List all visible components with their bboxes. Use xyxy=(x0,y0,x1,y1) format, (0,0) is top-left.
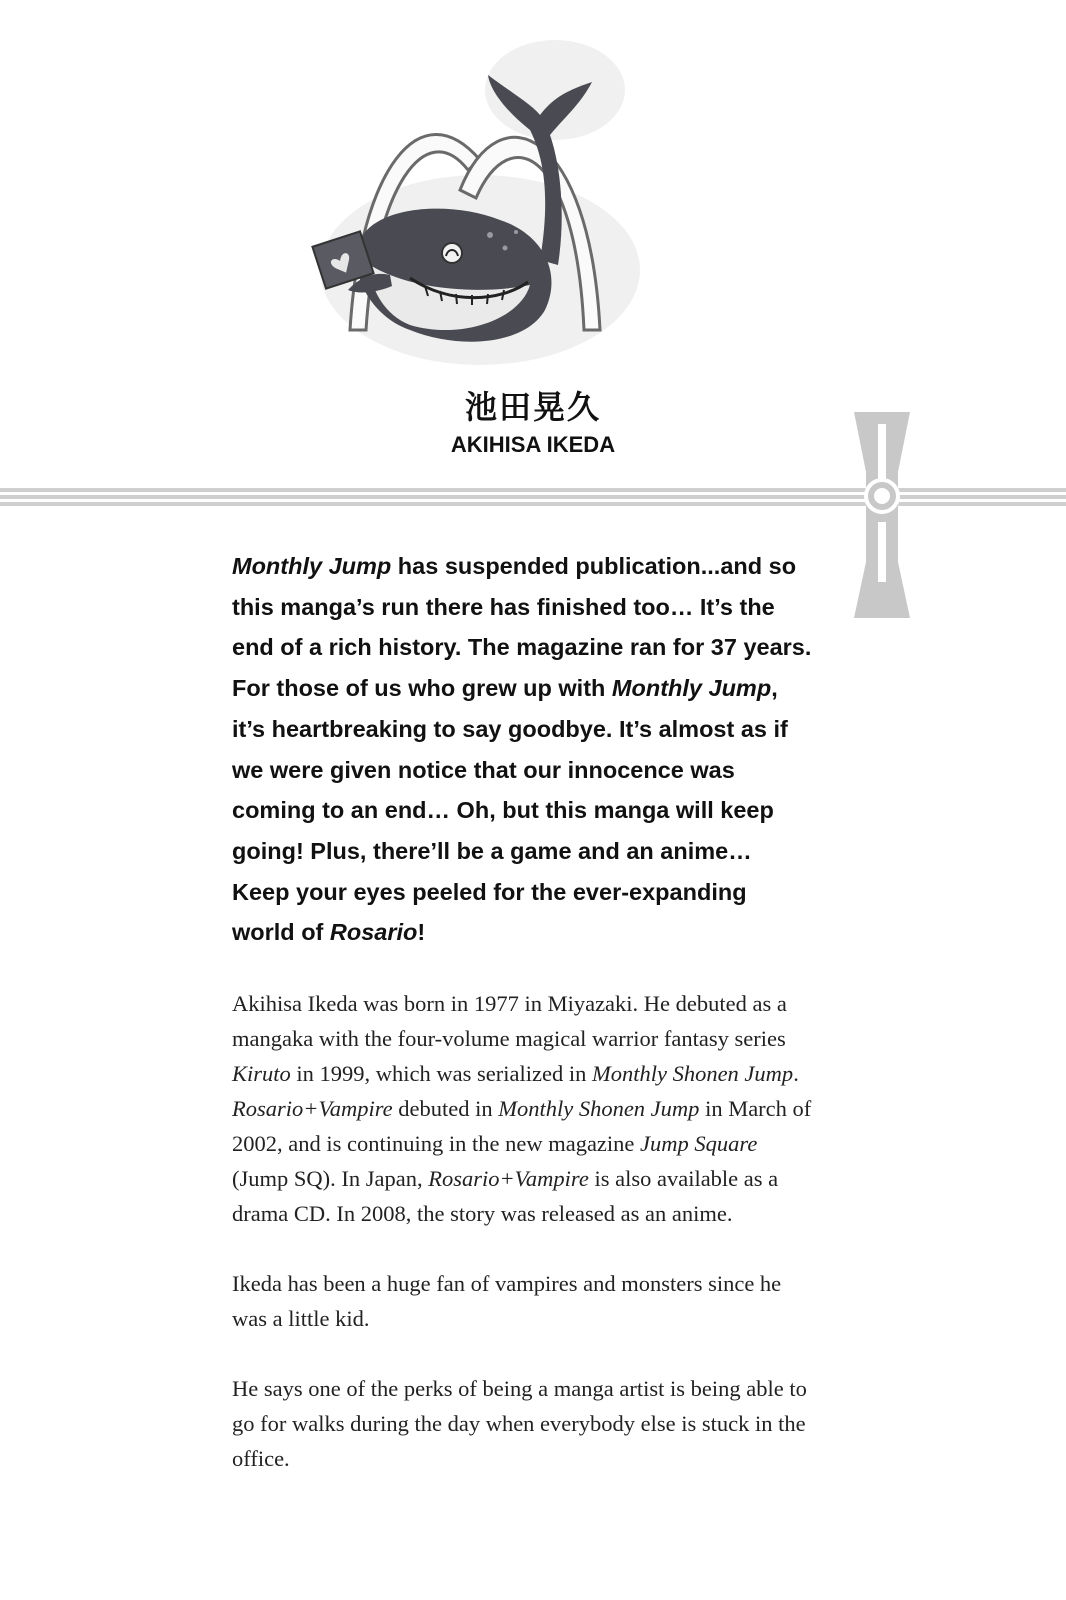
whale-spot xyxy=(514,230,518,234)
bio-text: . xyxy=(793,1061,799,1086)
message-text: has suspended publication...and so this manga’s run there has finished too… It’s the end of a rich history. The magazine ran for 37 years. For those of us who grew up with xyxy=(232,553,812,702)
bio-text: in 1999, which was serialized in xyxy=(290,1061,592,1086)
whale-spot xyxy=(487,232,493,238)
message-text: ! xyxy=(417,919,426,946)
magazine-title: Monthly Jump xyxy=(232,553,392,579)
magazine-title: Jump Square xyxy=(640,1131,758,1156)
magazine-title: Monthly Shonen Jump xyxy=(498,1096,700,1121)
series-title: Kiruto xyxy=(232,1061,291,1086)
series-title: Rosario+Vampire xyxy=(232,1096,393,1121)
author-message xyxy=(232,546,812,953)
message-paragraph xyxy=(232,546,812,953)
author-name-english: AKIHISA IKEDA xyxy=(450,432,616,457)
magazine-title: Monthly Jump xyxy=(611,675,772,702)
series-title: Rosario xyxy=(329,919,418,946)
author-name-japanese: 池田晃久 xyxy=(464,388,601,426)
magazine-title: Monthly Shonen Jump xyxy=(591,1061,794,1086)
author-biography xyxy=(232,986,812,1511)
bio-paragraph-3: He says one of the perks of being a manga artist is being able to go for walks during the day when everybody else is stuck in the office. xyxy=(232,1376,807,1471)
cross-ornament xyxy=(842,412,922,618)
bio-text: in March of 2002, and is continuing in the new magazine xyxy=(232,1096,812,1156)
bio-text: is also available as a drama CD. In 2008, the story was released as an anime. xyxy=(232,1166,779,1226)
whale-mascot-illustration xyxy=(300,20,670,380)
series-title: Rosario+Vampire xyxy=(428,1166,589,1191)
whale-spot xyxy=(503,246,508,251)
bio-paragraph-1 xyxy=(232,986,812,1231)
message-text: , it’s heartbreaking to say goodbye. It’s almost as if we were given notice that our innocence was coming to an end… Oh, but this manga will keep going! Plus, there’ll be a game and an anime… Keep your eyes peeled for the ever-expanding world of xyxy=(232,675,788,946)
whale-eye xyxy=(442,243,462,263)
bio-paragraph-2: Ikeda has been a huge fan of vampires and monsters since he was a little kid. xyxy=(232,1271,782,1331)
bio-text: Akihisa Ikeda was born in 1977 in Miyazaki. He debuted as a mangaka with the four-volume magical warrior fantasy series xyxy=(232,991,787,1051)
bio-text: debuted in xyxy=(392,1096,499,1121)
bio-text: (Jump SQ). In Japan, xyxy=(232,1166,429,1191)
